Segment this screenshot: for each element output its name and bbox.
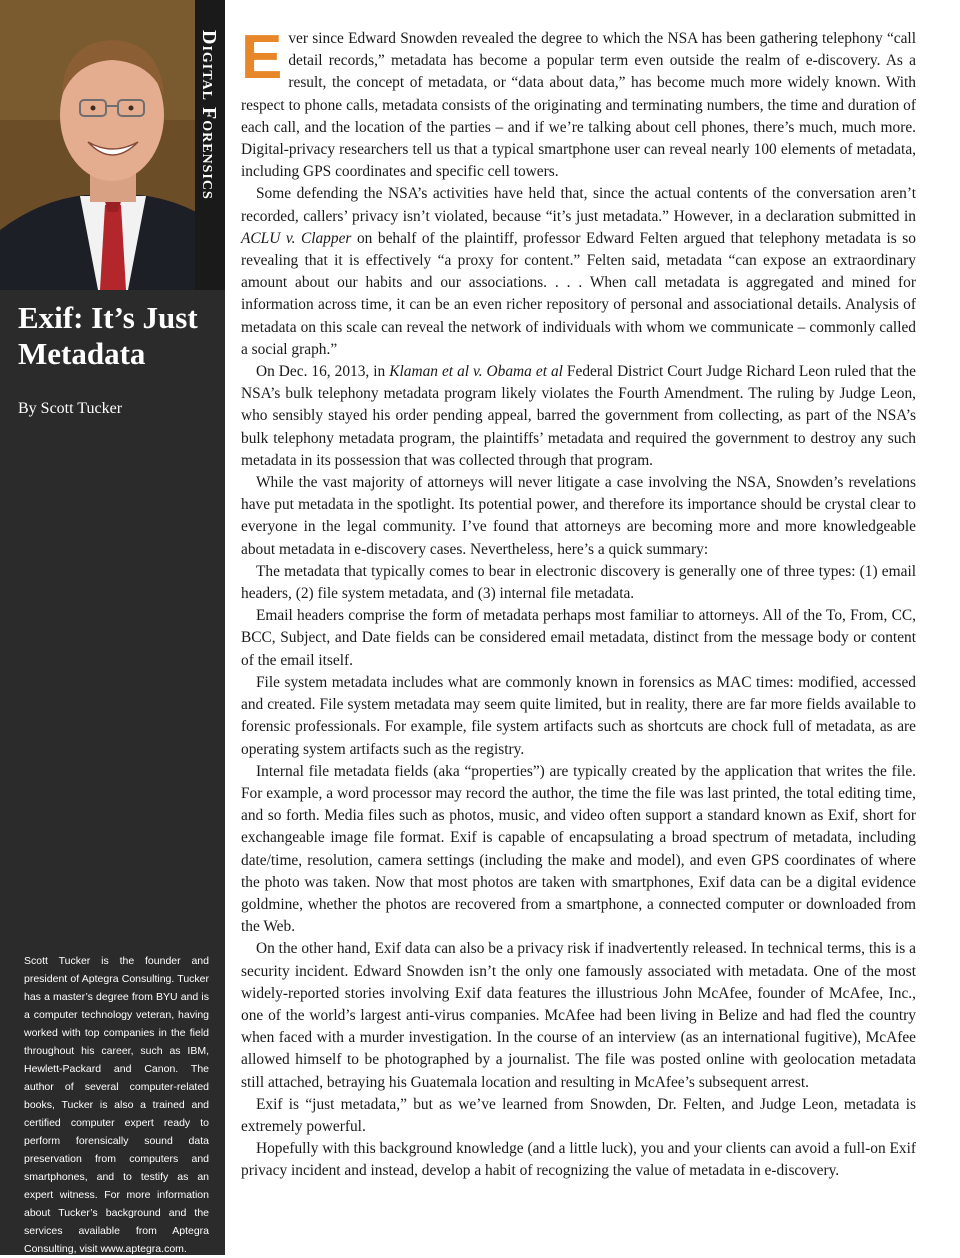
- author-bio: Scott Tucker is the founder and president of Aptegra Consulting. Tucker has a master’s degree from BYU and is a computer technology veteran, having worked with top companies in the field throughout his career, such as IBM, Hewlett-Packard and Canon. The author of several computer-related books, Tucker is also a trained and certified computer expert ready to perform forensically sound data preservation from computers and smartphones, and to testify as an expert witness. For more information about Tucker’s background and the services available from Aptegra Consulting, visit www.aptegra.com.: [24, 955, 209, 1255]
- case-name: Klaman et al v. Obama et al: [389, 363, 563, 381]
- paragraph: On the other hand, Exif data can also be a privacy risk if inadvertently released. In technical terms, this is a security incident. Edward Snowden isn’t the only one famously associated with metadata. One of the most widely-reported stories involving Exif data features the illustrious John McAfee, founder of McAfee, Inc., one of the world’s largest anti-virus companies. McAfee had been living in Belize and had fled the country when faced with a murder investigation. In the course of an interview (as an international fugitive), McAfee allowed himself to be photographed by a journalist. The file was posted online with geolocation metadata still attached, betraying his Guatemala location and resulting in McAfee’s subsequent arrest.: [241, 940, 916, 1091]
- paragraph: Exif is “just metadata,” but as we’ve learned from Snowden, Dr. Felten, and Judge Leon, metadata is extremely powerful.: [241, 1095, 916, 1135]
- paragraph: Email headers comprise the form of metadata perhaps most familiar to attorneys. All of the To, From, CC, BCC, Subject, and Date fields can be considered email metadata, distinct from the message body or content of the email itself.: [241, 607, 916, 669]
- paragraph: Some defending the NSA’s activities have held that, since the actual contents of the conversation aren’t recorded, callers’ privacy isn’t violated, because “it’s just metadata.” However, in a declaration submitted in ACLU v. Clapper on behalf of the plaintiff, professor Edward Felten argued that telephony metadata is so revealing that it is effectively “a proxy for content.” Felten said, metadata “can expose an extraordinary amount about our habits and our associations. . . . When call metadata is aggregated and mined for information across time, it can be an even richer repository of personal and associational details. Analysis of metadata on this scale can reveal the network of individuals with whom we communicate – commonly called a social graph.”: [241, 185, 916, 358]
- paragraph: Ever since Edward Snowden revealed the degree to which the NSA has been gathering telephony “call detail records,” metadata has become a popular term even outside the realm of e-discovery. As a result, the concept of metadata, or “data about data,” has become much more widely known. With respect to phone calls, metadata consists of the originating and terminating numbers, the time and duration of each call, and the location of the parties – and if we’re talking about cell phones, there’s much, much more. Digital-privacy researchers tell us that a typical smartphone user can reveal nearly 100 elements of metadata, including GPS coordinates and specific cell towers.: [241, 23, 916, 181]
- paragraph: Internal file metadata fields (aka “properties”) are typically created by the application that writes the file. For example, a word processor may record the author, the time the file was last printed, the total editing time, and so forth. Media files such as photos, music, and video often support a standard known as Exif, short for exchangeable image file format. Exif is capable of encapsulating a broad spectrum of metadata, including date/time, resolution, camera settings (including the make and model), and even GPS coordinates of where the photo was taken. Now that most photos are taken with smartphones, Exif data can be a digital evidence goldmine, whether the photos are recovered from a smartphone, a connected computer or downloaded from the Web.: [241, 762, 916, 936]
- byline: By Scott Tucker: [18, 400, 123, 417]
- drop-cap: E: [241, 23, 283, 92]
- paragraph: On Dec. 16, 2013, in Klaman et al v. Obama et al Federal District Court Judge Richard Leon ruled that the NSA’s bulk telephony metadata program likely violates the Fourth Amendment. The ruling by Judge Leon, who sensibly stayed his order pending appeal, barred the government from collecting, as part of the NSA’s bulk telephony metadata program, the plaintiffs’ metadata and required the government to destroy any such metadata in its possession that was collected through that program.: [241, 363, 916, 469]
- paragraph: While the vast majority of attorneys will never litigate a case involving the NSA, Snowden’s revelations have put metadata in the spotlight. Its potential power, and therefore its importance should be crystal clear to everyone in the legal community. I’ve found that attorneys are becoming more and more knowledgeable about metadata in e-discovery cases. Nevertheless, here’s a quick summary:: [241, 474, 916, 558]
- author-photo: [0, 0, 225, 290]
- article-title: Exif: It’s Just Metadata: [18, 300, 198, 371]
- paragraph: File system metadata includes what are commonly known in forensics as MAC times: modified, accessed and created. File system metadata may seem quite limited, but in reality, there are far more fields available to forensic professionals. For example, file system artifacts such as shortcuts are chock full of metadata, as are operating system artifacts such as the registry.: [241, 673, 916, 758]
- paragraph: The metadata that typically comes to bear in electronic discovery is generally one of three types: (1) email headers, (2) file system metadata, and (3) internal file metadata.: [241, 562, 916, 603]
- paragraph: Hopefully with this background knowledge (and a little luck), you and your clients can avoid a full-on Exif privacy incident and instead, develop a habit of recognizing the value of metadata in e-discovery.: [241, 1140, 916, 1180]
- article-body: [241, 23, 916, 1183]
- case-name: ACLU v. Clapper: [241, 229, 352, 247]
- sidebar: [0, 0, 225, 1255]
- department-label: Digital Forensics: [198, 30, 220, 200]
